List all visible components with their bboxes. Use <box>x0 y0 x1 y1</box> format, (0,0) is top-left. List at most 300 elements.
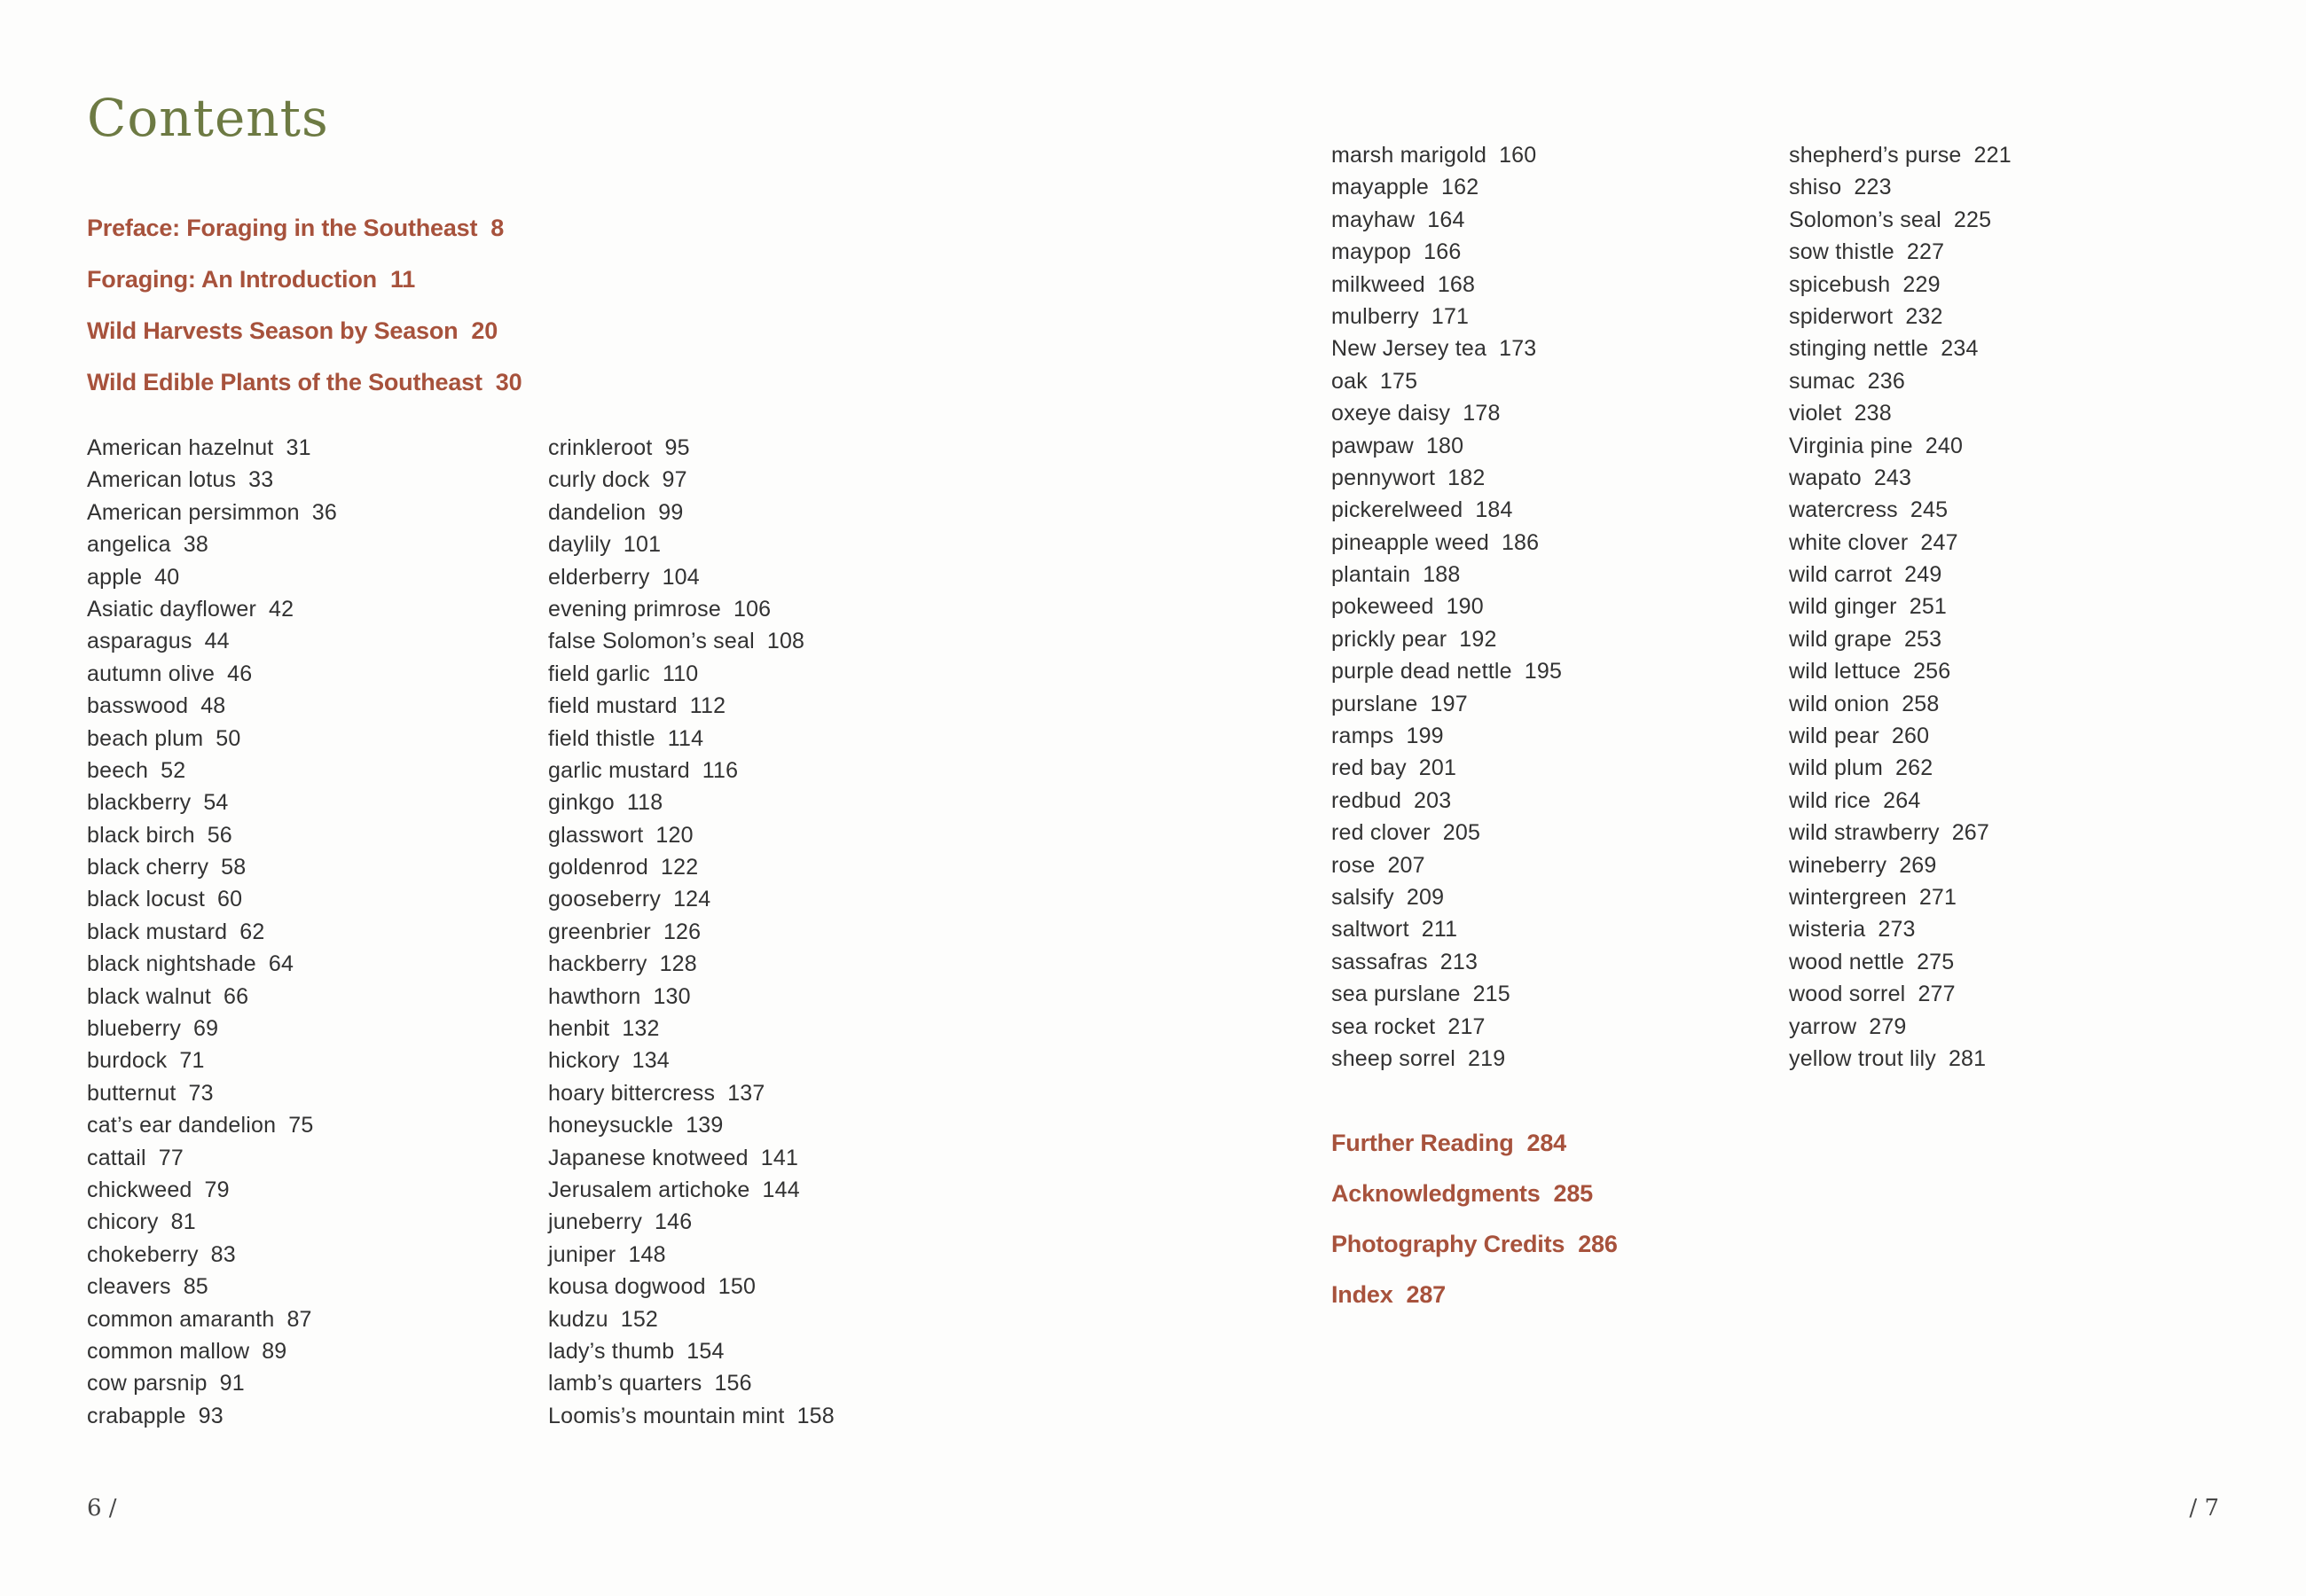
entry-page-number: 275 <box>1917 949 1955 974</box>
section-page-number: 30 <box>495 369 522 395</box>
entry-page-number: 264 <box>1883 787 1921 813</box>
entry-label: marsh marigold <box>1331 143 1487 168</box>
back-matter-entry <box>1331 1118 1618 1169</box>
entry-page-number: 160 <box>1499 143 1537 168</box>
entry-label: wild grape <box>1789 626 1892 652</box>
toc-entry <box>1789 785 2012 817</box>
entry-page-number: 31 <box>286 435 311 460</box>
entry-label: elderberry <box>548 564 650 590</box>
entry-label: plantain <box>1331 562 1411 588</box>
entry-page-number: 44 <box>204 629 230 654</box>
entry-page-number: 195 <box>1524 659 1563 685</box>
entry-page-number: 66 <box>223 983 249 1009</box>
entry-page-number: 227 <box>1906 239 1945 265</box>
entry-label: Virginia pine <box>1789 433 1913 458</box>
entry-page-number: 203 <box>1414 787 1452 813</box>
toc-entry <box>87 755 337 786</box>
toc-entry <box>1331 171 1562 203</box>
toc-entry <box>548 497 835 528</box>
toc-entry <box>1331 655 1562 687</box>
entry-page-number: 93 <box>198 1403 224 1428</box>
entry-page-number: 253 <box>1903 626 1942 652</box>
entry-page-number: 234 <box>1941 336 1979 362</box>
entry-label: crinkleroot <box>548 435 653 460</box>
toc-entry <box>548 658 835 690</box>
entry-page-number: 56 <box>207 822 232 848</box>
entry-label: mayapple <box>1331 175 1429 200</box>
entry-page-number: 33 <box>248 467 274 493</box>
entry-page-number: 137 <box>727 1080 765 1106</box>
toc-entry <box>87 690 337 722</box>
toc-entry <box>548 1174 835 1206</box>
entry-page-number: 108 <box>766 629 805 654</box>
entry-page-number: 229 <box>1902 271 1941 297</box>
entry-label: oxeye daisy <box>1331 401 1451 426</box>
entry-label: kousa dogwood <box>548 1274 706 1300</box>
toc-entry <box>548 723 835 755</box>
entry-label: pineapple weed <box>1331 529 1489 555</box>
section-label: Photography Credits <box>1331 1231 1565 1257</box>
toc-entry <box>1331 332 1562 364</box>
entry-page-number: 219 <box>1467 1045 1506 1071</box>
toc-entry <box>548 916 835 948</box>
entry-label: wapato <box>1789 465 1862 490</box>
entry-label: saltwort <box>1331 917 1409 943</box>
entry-page-number: 116 <box>702 757 739 783</box>
entry-page-number: 201 <box>1418 755 1457 781</box>
toc-entry <box>548 1044 835 1076</box>
entry-page-number: 146 <box>655 1209 693 1235</box>
toc-entry <box>87 1206 337 1238</box>
toc-entry <box>548 1303 835 1335</box>
entry-page-number: 114 <box>667 725 704 751</box>
entry-label: red clover <box>1331 820 1431 846</box>
plant-column-1 <box>87 432 337 1432</box>
entry-label: wisteria <box>1789 917 1866 943</box>
entry-page-number: 64 <box>268 951 294 977</box>
entry-page-number: 223 <box>1854 175 1892 200</box>
toc-entry <box>1331 1043 1562 1075</box>
toc-entry <box>1789 397 2012 429</box>
toc-entry <box>1789 655 2012 687</box>
toc-entry <box>548 851 835 883</box>
section-label: Acknowledgments <box>1331 1180 1541 1207</box>
entry-label: sheep sorrel <box>1331 1045 1455 1071</box>
entry-page-number: 192 <box>1459 626 1497 652</box>
entry-page-number: 58 <box>221 855 247 880</box>
entry-label: purple dead nettle <box>1331 659 1512 685</box>
entry-label: mulberry <box>1331 303 1419 329</box>
entry-page-number: 211 <box>1421 917 1458 943</box>
entry-label: chicory <box>87 1209 159 1235</box>
toc-entry <box>1331 269 1562 301</box>
entry-label: black cherry <box>87 855 209 880</box>
toc-entry <box>548 625 835 657</box>
entry-page-number: 152 <box>620 1306 659 1332</box>
front-matter-entry <box>87 202 522 254</box>
toc-entry <box>1789 365 2012 397</box>
entry-label: yarrow <box>1789 1013 1857 1039</box>
toc-entry <box>87 981 337 1013</box>
entry-label: Japanese knotweed <box>548 1145 749 1170</box>
section-page-number: 287 <box>1406 1281 1446 1308</box>
toc-entry <box>1789 236 2012 268</box>
entry-label: black birch <box>87 822 195 848</box>
entry-label: watercress <box>1789 497 1898 523</box>
section-label: Foraging: An Introduction <box>87 266 377 293</box>
entry-page-number: 69 <box>193 1016 219 1042</box>
entry-label: hoary bittercress <box>548 1080 716 1106</box>
entry-page-number: 262 <box>1895 755 1933 781</box>
toc-entry <box>87 1142 337 1174</box>
entry-label: wild strawberry <box>1789 820 1940 846</box>
toc-entry <box>548 1142 835 1174</box>
entry-label: wild rice <box>1789 787 1871 813</box>
toc-entry <box>1789 881 2012 913</box>
entry-page-number: 40 <box>154 564 180 590</box>
section-label: Wild Harvests Season by Season <box>87 317 459 344</box>
back-matter-list <box>1331 1118 1618 1320</box>
toc-entry <box>1789 332 2012 364</box>
entry-label: common mallow <box>87 1338 250 1364</box>
entry-label: sea rocket <box>1331 1013 1436 1039</box>
entry-page-number: 249 <box>1904 562 1942 588</box>
entry-label: rose <box>1331 852 1376 878</box>
entry-page-number: 134 <box>631 1048 670 1074</box>
toc-entry <box>1331 139 1562 171</box>
entry-label: beach plum <box>87 725 204 751</box>
entry-label: field mustard <box>548 693 678 719</box>
entry-label: violet <box>1789 401 1842 426</box>
entry-label: kudzu <box>548 1306 608 1332</box>
toc-entry <box>548 1367 835 1399</box>
entry-label: salsify <box>1331 884 1394 910</box>
entry-label: black nightshade <box>87 951 256 977</box>
entry-label: lady’s thumb <box>548 1338 675 1364</box>
entry-label: wood sorrel <box>1789 982 1906 1007</box>
toc-entry <box>1789 591 2012 622</box>
entry-label: chickweed <box>87 1177 192 1202</box>
entry-label: wild onion <box>1789 691 1890 716</box>
toc-entry <box>1331 397 1562 429</box>
toc-entry <box>1789 1043 2012 1075</box>
toc-entry <box>87 561 337 593</box>
entry-page-number: 207 <box>1387 852 1425 878</box>
toc-entry <box>87 497 337 528</box>
entry-label: cleavers <box>87 1274 171 1300</box>
toc-entry <box>87 1239 337 1271</box>
entry-page-number: 97 <box>662 467 687 493</box>
entry-page-number: 175 <box>1379 368 1418 394</box>
entry-label: garlic mustard <box>548 757 690 783</box>
entry-page-number: 110 <box>662 661 699 686</box>
entry-page-number: 184 <box>1475 497 1513 523</box>
toc-entry <box>1789 494 2012 526</box>
toc-entry <box>87 819 337 851</box>
section-page-number: 285 <box>1553 1180 1593 1207</box>
entry-page-number: 279 <box>1869 1013 1907 1039</box>
entry-label: blueberry <box>87 1016 182 1042</box>
entry-label: dandelion <box>548 499 647 525</box>
entry-page-number: 128 <box>659 951 697 977</box>
entry-label: juniper <box>548 1241 616 1267</box>
toc-entry <box>1789 978 2012 1010</box>
entry-page-number: 156 <box>714 1371 752 1396</box>
entry-label: gooseberry <box>548 887 662 912</box>
entry-page-number: 245 <box>1910 497 1949 523</box>
toc-entry <box>1331 946 1562 978</box>
toc-entry <box>548 755 835 786</box>
entry-label: redbud <box>1331 787 1402 813</box>
entry-label: mayhaw <box>1331 207 1416 232</box>
entry-label: black mustard <box>87 919 228 944</box>
entry-page-number: 85 <box>183 1274 208 1300</box>
entry-label: American persimmon <box>87 499 300 525</box>
toc-entry <box>87 1400 337 1432</box>
entry-label: pickerelweed <box>1331 497 1463 523</box>
toc-entry <box>87 1109 337 1141</box>
entry-label: maypop <box>1331 239 1412 265</box>
entry-label: Solomon’s seal <box>1789 207 1941 232</box>
entry-label: American hazelnut <box>87 435 274 460</box>
entry-label: wineberry <box>1789 852 1887 878</box>
entry-label: stinging nettle <box>1789 336 1929 362</box>
entry-page-number: 178 <box>1463 401 1501 426</box>
entry-page-number: 54 <box>203 790 229 816</box>
entry-label: apple <box>87 564 143 590</box>
toc-entry <box>1331 817 1562 849</box>
entry-label: crabapple <box>87 1403 186 1428</box>
entry-page-number: 215 <box>1472 982 1510 1007</box>
toc-entry <box>1331 204 1562 236</box>
toc-entry <box>1331 527 1562 559</box>
toc-entry <box>1331 752 1562 784</box>
front-matter-entry <box>87 305 522 356</box>
entry-page-number: 83 <box>210 1241 236 1267</box>
entry-page-number: 217 <box>1447 1013 1486 1039</box>
toc-entry <box>1331 365 1562 397</box>
toc-entry <box>1789 720 2012 752</box>
toc-entry <box>87 432 337 464</box>
toc-entry <box>87 851 337 883</box>
entry-label: wild ginger <box>1789 594 1897 620</box>
entry-label: henbit <box>548 1016 610 1042</box>
toc-entry <box>548 593 835 625</box>
entry-label: basswood <box>87 693 189 719</box>
entry-label: spiderwort <box>1789 303 1894 329</box>
entry-page-number: 221 <box>1973 143 2012 168</box>
entry-page-number: 60 <box>217 887 243 912</box>
entry-label: spicebush <box>1789 271 1891 297</box>
back-matter-entry <box>1331 1270 1618 1320</box>
entry-label: Jerusalem artichoke <box>548 1177 750 1202</box>
entry-label: pennywort <box>1331 465 1436 490</box>
entry-label: greenbrier <box>548 919 651 944</box>
entry-label: wild lettuce <box>1789 659 1902 685</box>
entry-page-number: 81 <box>170 1209 196 1235</box>
entry-label: shiso <box>1789 175 1842 200</box>
entry-label: cattail <box>87 1145 146 1170</box>
toc-entry <box>87 723 337 755</box>
toc-entry <box>548 819 835 851</box>
toc-entry <box>1789 269 2012 301</box>
back-matter-entry <box>1331 1219 1618 1270</box>
entry-label: white clover <box>1789 529 1909 555</box>
entry-page-number: 168 <box>1437 271 1476 297</box>
entry-page-number: 232 <box>1905 303 1943 329</box>
front-matter-entry <box>87 356 522 408</box>
toc-entry <box>1331 688 1562 720</box>
entry-label: wood nettle <box>1789 949 1905 974</box>
entry-page-number: 124 <box>673 887 711 912</box>
section-page-number: 286 <box>1578 1231 1618 1257</box>
entry-page-number: 46 <box>227 661 253 686</box>
toc-entry <box>1331 785 1562 817</box>
entry-page-number: 225 <box>1953 207 1992 232</box>
toc-entry <box>548 561 835 593</box>
entry-page-number: 247 <box>1920 529 1958 555</box>
toc-entry <box>1789 171 2012 203</box>
entry-label: goldenrod <box>548 855 649 880</box>
toc-entry <box>1789 913 2012 945</box>
toc-entry <box>1331 462 1562 494</box>
toc-entry <box>87 528 337 560</box>
toc-entry <box>1331 591 1562 622</box>
entry-page-number: 122 <box>661 855 699 880</box>
toc-entry <box>87 1174 337 1206</box>
section-label: Further Reading <box>1331 1130 1514 1156</box>
entry-label: curly dock <box>548 467 650 493</box>
toc-entry <box>548 464 835 496</box>
toc-entry <box>87 883 337 915</box>
entry-page-number: 205 <box>1442 820 1481 846</box>
toc-entry <box>548 1109 835 1141</box>
entry-label: honeysuckle <box>548 1113 674 1138</box>
entry-label: evening primrose <box>548 596 721 622</box>
entry-label: cow parsnip <box>87 1371 208 1396</box>
toc-entry <box>1331 978 1562 1010</box>
entry-label: black locust <box>87 887 206 912</box>
entry-label: field thistle <box>548 725 655 751</box>
entry-label: wild pear <box>1789 724 1879 749</box>
toc-entry <box>1331 559 1562 591</box>
toc-entry <box>548 883 835 915</box>
entry-page-number: 186 <box>1501 529 1540 555</box>
toc-entry <box>1789 946 2012 978</box>
entry-page-number: 190 <box>1446 594 1484 620</box>
entry-page-number: 188 <box>1423 562 1461 588</box>
entry-page-number: 42 <box>268 596 294 622</box>
toc-entry <box>1331 913 1562 945</box>
entry-page-number: 258 <box>1902 691 1940 716</box>
entry-page-number: 277 <box>1918 982 1956 1007</box>
toc-entry <box>1331 881 1562 913</box>
toc-entry <box>548 981 835 1013</box>
toc-entry <box>87 464 337 496</box>
toc-entry <box>87 1335 337 1367</box>
toc-entry <box>1789 527 2012 559</box>
toc-entry <box>1789 430 2012 462</box>
section-label: Index <box>1331 1281 1393 1308</box>
entry-page-number: 171 <box>1431 303 1470 329</box>
toc-entry <box>87 625 337 657</box>
entry-label: beech <box>87 757 149 783</box>
entry-page-number: 118 <box>626 790 663 816</box>
entry-label: wintergreen <box>1789 884 1907 910</box>
toc-entry <box>548 528 835 560</box>
entry-label: false Solomon’s seal <box>548 629 755 654</box>
entry-label: black walnut <box>87 983 211 1009</box>
toc-entry <box>87 1303 337 1335</box>
entry-page-number: 213 <box>1439 949 1479 974</box>
entry-label: field garlic <box>548 661 650 686</box>
entry-label: shepherd’s purse <box>1789 143 1962 168</box>
toc-entry <box>1331 430 1562 462</box>
toc-entry <box>1789 752 2012 784</box>
entry-label: hickory <box>548 1048 620 1074</box>
toc-entry <box>1331 236 1562 268</box>
entry-label: autumn olive <box>87 661 216 686</box>
entry-page-number: 104 <box>662 564 700 590</box>
plant-column-3 <box>1331 139 1562 1075</box>
entry-label: Loomis’s mountain mint <box>548 1403 785 1428</box>
toc-entry <box>1789 204 2012 236</box>
toc-entry <box>548 1335 835 1367</box>
toc-entry <box>87 1013 337 1044</box>
entry-label: sea purslane <box>1331 982 1461 1007</box>
section-page-number: 11 <box>389 266 416 293</box>
toc-entry <box>87 916 337 948</box>
entry-page-number: 120 <box>655 822 694 848</box>
entry-label: hackberry <box>548 951 647 977</box>
entry-page-number: 79 <box>204 1177 230 1202</box>
toc-entry <box>1789 1011 2012 1043</box>
entry-page-number: 77 <box>158 1145 184 1170</box>
entry-page-number: 260 <box>1891 724 1930 749</box>
entry-page-number: 71 <box>179 1048 205 1074</box>
entry-label: lamb’s quarters <box>548 1371 702 1396</box>
entry-page-number: 132 <box>622 1016 660 1042</box>
entry-page-number: 89 <box>262 1338 287 1364</box>
entry-page-number: 75 <box>288 1113 314 1138</box>
toc-entry <box>1789 139 2012 171</box>
plant-column-4 <box>1789 139 2012 1075</box>
entry-page-number: 269 <box>1899 852 1937 878</box>
entry-label: common amaranth <box>87 1306 275 1332</box>
entry-page-number: 73 <box>188 1080 214 1106</box>
section-label: Preface: Foraging in the Southeast <box>87 215 478 241</box>
entry-label: pawpaw <box>1331 433 1414 458</box>
entry-label: prickly pear <box>1331 626 1447 652</box>
entry-page-number: 38 <box>183 532 208 558</box>
entry-page-number: 99 <box>658 499 684 525</box>
entry-label: angelica <box>87 532 171 558</box>
entry-page-number: 166 <box>1424 239 1462 265</box>
entry-label: daylily <box>548 532 611 558</box>
entry-page-number: 126 <box>663 919 702 944</box>
toc-entry <box>1331 301 1562 332</box>
entry-page-number: 106 <box>733 596 772 622</box>
back-matter-entry <box>1331 1169 1618 1219</box>
entry-page-number: 251 <box>1909 594 1948 620</box>
entry-label: purslane <box>1331 691 1418 716</box>
entry-page-number: 209 <box>1406 884 1445 910</box>
entry-page-number: 91 <box>219 1371 245 1396</box>
entry-page-number: 281 <box>1948 1045 1987 1071</box>
entry-page-number: 267 <box>1951 820 1990 846</box>
section-page-number: 8 <box>490 215 505 241</box>
toc-entry <box>548 948 835 980</box>
